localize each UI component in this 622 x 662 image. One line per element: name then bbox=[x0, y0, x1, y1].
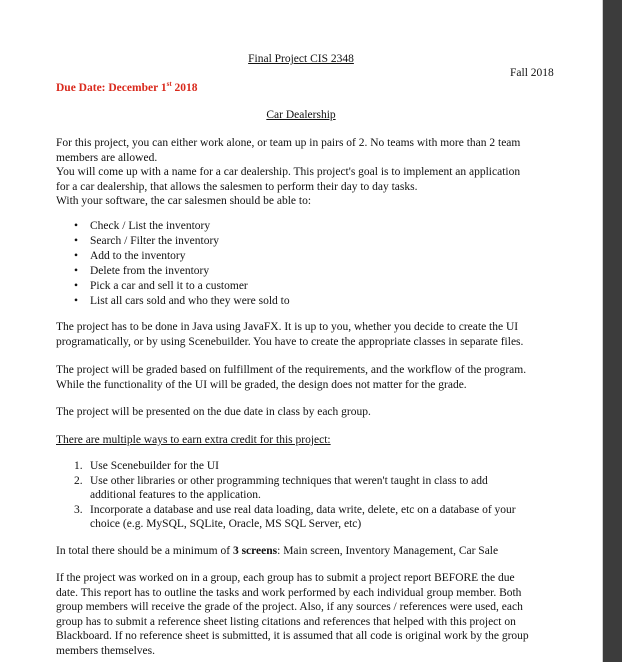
term-label: Fall 2018 bbox=[510, 67, 554, 79]
report-paragraph: If the project was worked on in a group, each group has to submit a project report BEFORE the due date. This report has to outline the tasks and work performed by each individual group member. Both group members will receive the grade of the project. Also, if any sources / references were used, each group has to submit a reference sheet listing citations and references that helped with this project on Blackboard. If no reference sheet is submitted, it is assumed that all code is original work by the group members themselves. bbox=[56, 572, 529, 657]
list-item: 2. Use other libraries or other programming techniques that weren't taught in class to add additional features to the application. bbox=[74, 474, 488, 501]
list-item: • Search / Filter the inventory bbox=[74, 235, 220, 247]
list-item: • Pick a car and sell it to a customer bbox=[74, 280, 248, 292]
list-item: 3. Incorporate a database and use real data loading, data write, delete, etc on a database of your choice (e.g. MySQL, SQLite, Oracle, MS SQL Server, etc) bbox=[74, 503, 516, 530]
extra-credit-list bbox=[56, 459, 556, 532]
grading-paragraph: The project will be graded based on fulfillment of the requirements, and the workflow of the program. While the functionality of the UI will be graded, the design does not matter for the grade. bbox=[56, 364, 527, 391]
intro-paragraph: For this project, you can either work alone, or team up in pairs of 2. No teams with more than 2 team members are allowed. You will come up with a name for a car dealership. This project's goal is to implement an application for a car dealership, that allows the salesmen to perform their day to day tasks. With your software, the car salesmen should be able to: bbox=[56, 137, 521, 207]
bullet-icon: • bbox=[74, 220, 79, 232]
project-subtitle: Car Dealership bbox=[266, 109, 336, 121]
bullet-icon: • bbox=[74, 250, 79, 262]
bullet-icon: • bbox=[74, 280, 79, 292]
bullet-icon: • bbox=[74, 235, 79, 247]
list-item: • Add to the inventory bbox=[74, 250, 186, 262]
due-date: Due Date: December 1st 2018 bbox=[56, 80, 198, 94]
viewer-side-panel bbox=[603, 0, 622, 662]
bullet-icon: • bbox=[74, 295, 79, 307]
presentation-paragraph: The project will be presented on the due date in class by each group. bbox=[56, 406, 371, 418]
java-paragraph: The project has to be done in Java using JavaFX. It is up to you, whether you decide to create the UI programatically, or by using Scenebuilder. You have to create the appropriate classes in separate files. bbox=[56, 321, 524, 348]
bullet-icon: • bbox=[74, 265, 79, 277]
extra-credit-heading: There are multiple ways to earn extra credit for this project: bbox=[56, 434, 331, 446]
list-item: • Delete from the inventory bbox=[74, 265, 210, 277]
capabilities-list bbox=[56, 219, 290, 309]
document-title: Final Project CIS 2348 bbox=[248, 53, 354, 65]
list-item: • List all cars sold and who they were sold to bbox=[74, 295, 290, 307]
list-item: • Check / List the inventory bbox=[74, 220, 211, 232]
list-item: 1. Use Scenebuilder for the UI bbox=[74, 460, 220, 472]
screens-paragraph: In total there should be a minimum of 3 screens: Main screen, Inventory Management, Car Sale bbox=[56, 545, 499, 557]
